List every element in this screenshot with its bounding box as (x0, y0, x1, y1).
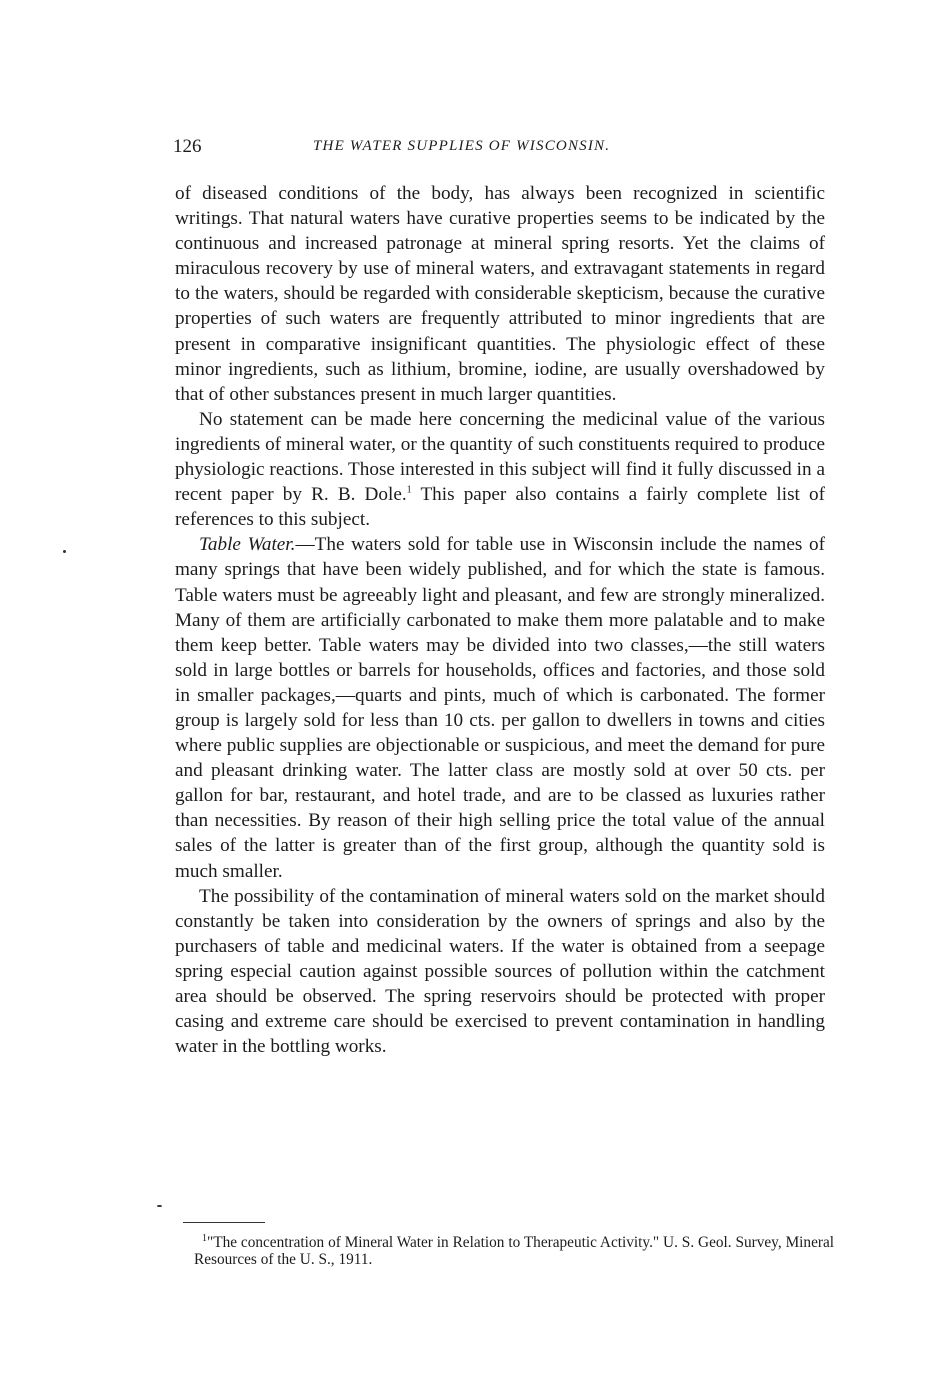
body-text (175, 181, 825, 1059)
paragraph-table-water (175, 532, 825, 883)
footnote (194, 1234, 834, 1268)
paragraph-text: —The waters sold for table use in Wisconsin include the names of many springs that have been widely published, and for which the state is famous. Table waters must be agreeably light and pleasant, and few are strongly mineralized. Many of them are artificially carbonated to make them more palatable and to make them keep better. Table waters may be divided into two classes,—the still waters sold in large bottles or barrels for households, offices and factories, and those sold in smaller packages,—quarts and pints, much of which is carbonated. The former group is largely sold for less than 10 cts. per gallon to dwellers in towns and cities where public supplies are objectionable or suspicious, and meet the demand for pure and pleasant drinking water. The latter class are mostly sold at over 50 cts. per gallon for bar, restaurant, and hotel trade, and are to be classed as luxuries rather than necessities. By reason of their high selling price the total value of the annual sales of the latter is greater than of the first group, although the quantity sold is much smaller. (175, 534, 825, 882)
paragraph-text: No statement can be made here concerning the medicinal value of the various ingredients of mineral water, or the quantity of such constituents required to produce physiologic reactions. Those interested in this subject will find it fully discussed in a recent paper by R. B. Dole. (175, 408, 825, 506)
scan-speck (63, 550, 66, 553)
footnote-divider (183, 1222, 265, 1223)
page-header (173, 136, 833, 160)
footnote-mark: 1 (202, 1232, 207, 1244)
footnote-text: "The concentration of Mineral Water in Relation to Therapeutic Activity." U. S. Geol. Survey, Mineral Resources of the U. S., 1911. (194, 1234, 834, 1268)
paragraph-medicinal-value (175, 407, 825, 532)
section-heading: Table Water. (199, 534, 296, 556)
scan-speck (157, 1205, 162, 1207)
page-number: 126 (173, 136, 202, 157)
paragraph-continuation: of diseased conditions of the body, has always been recognized in scientific writings. That natural waters have curative properties seems to be indicated by the continuous and increased patronage at mineral spring resorts. Yet the claims of miraculous recovery by use of mineral waters, and extravagant statements in regard to the waters, should be regarded with considerable skepticism, because the curative properties of such waters are frequently attributed to minor ingredients that are present in comparative insignificant quantities. The physiologic effect of these minor ingredients, such as lithium, bromine, iodine, are usually overshadowed by that of other substances present in much larger quantities. (175, 183, 825, 405)
footnote-reference: 1 (406, 484, 412, 496)
running-title: THE WATER SUPPLIES OF WISCONSIN. (313, 138, 611, 154)
paragraph-text: This paper also contains a fairly complete list of references to this subject. (175, 484, 825, 531)
paragraph-contamination: The possibility of the contamination of mineral waters sold on the market should constantly be taken into consideration by the owners of springs and also by the purchasers of table and medicinal waters. If the water is obtained from a seepage spring especial caution against possible sources of pollution within the catchment area should be observed. The spring reservoirs should be protected with proper casing and extreme care should be exercised to prevent contamination in handling water in the bottling works. (175, 885, 825, 1058)
